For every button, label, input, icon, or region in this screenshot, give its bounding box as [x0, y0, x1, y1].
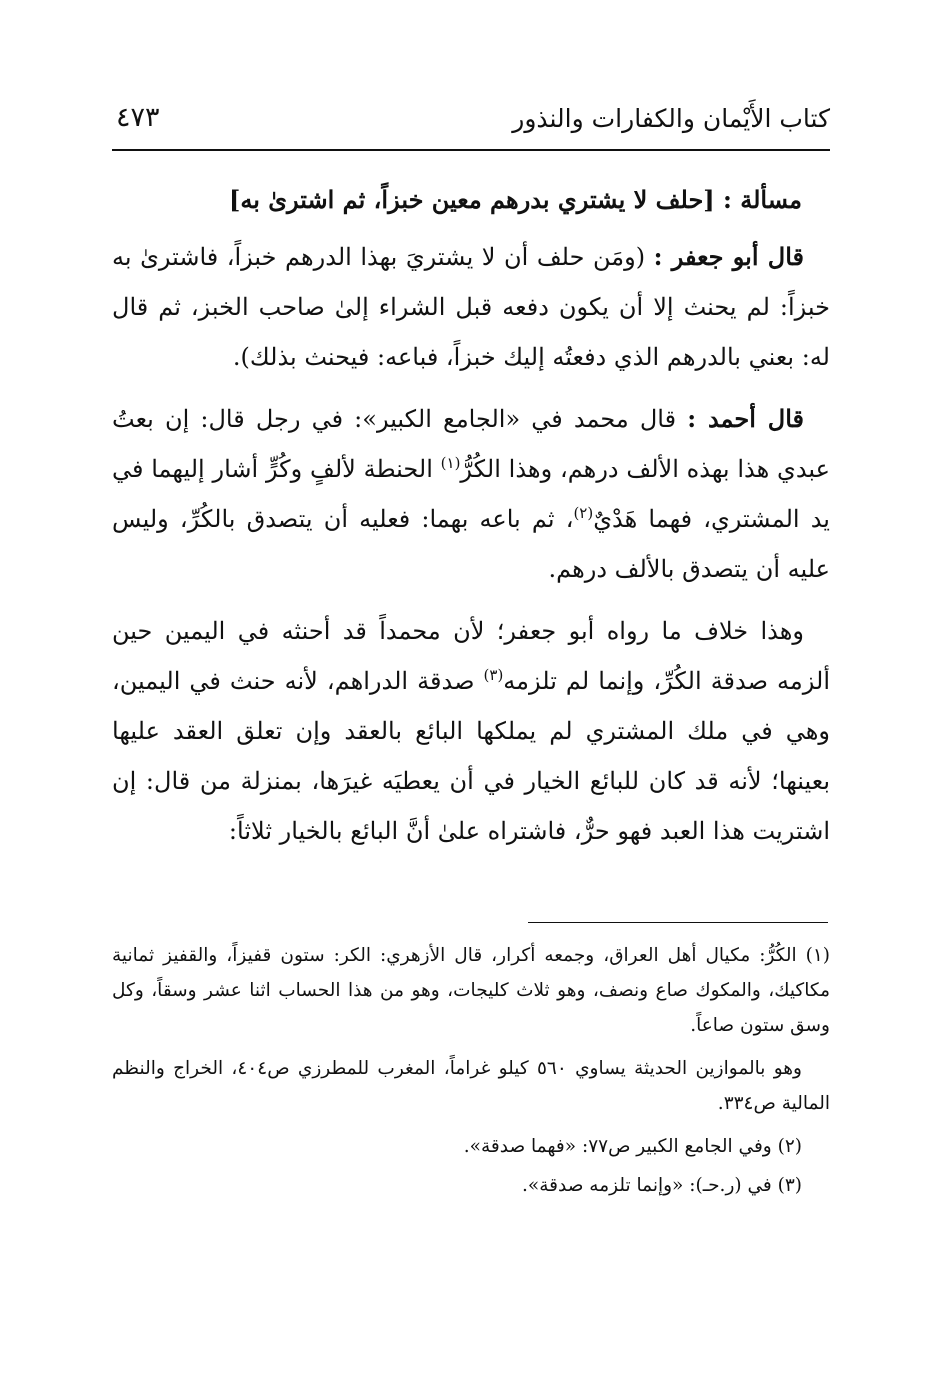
footnote-1-continued: وهو بالموازين الحديثة يساوي ٥٦٠ كيلو غراماً، المغرب للمطرزي ص٤٠٤، الخراج والنظم المالية ص٣٣٤.	[112, 1058, 830, 1114]
footnote-1: (١) الكُرُّ: مكيال أهل العراق، وجمعه أكرار، قال الأزهري: الكر: ستون قفيزاً، والقفيز ثمانية مكاكيك، والمكوك صاع ونصف، وهو ثلاث كليجات، وهو من هذا الحساب اثنا عشر وسقاً، وكل وسق ستون صاعاً.	[112, 945, 830, 1036]
issue-label: مسألة :	[723, 185, 802, 214]
main-text	[112, 176, 830, 868]
paragraph-abu-jafar	[112, 232, 830, 382]
footnote-ref-3[interactable]: (٣)	[483, 666, 504, 684]
paragraph-text: ، ثم باعه بهما: فعليه أن يتصدق بالكُرِّ، وليس عليه أن يتصدق بالألف درهم.	[112, 505, 830, 583]
running-header	[112, 100, 830, 144]
paragraph-ahmad	[112, 394, 830, 594]
footnote-divider	[528, 922, 828, 923]
paragraph-text: صدقة الدراهم، لأنه حنث في اليمين، وهي في ملك المشتري لم يملكها البائع بالعقد وإن تعلق العقد عليها بعينها؛ لأنه قد كان للبائع الخيار في أن يعطيَه غيرَها، بمنزلة من قال: إن اشتريت هذا العبد فهو حرٌّ، فاشتراه علىٰ أنَّ البائع بالخيار ثلاثاً:	[112, 667, 830, 845]
footnotes	[112, 938, 830, 1207]
footnote-ref-2[interactable]: (٢)	[573, 504, 594, 522]
page-number: ٤٧٣	[116, 102, 160, 133]
footnote-2: (٢) وفي الجامع الكبير ص٧٧: «فهما صدقة».	[463, 1136, 802, 1157]
speaker-ahmad: قال أحمد :	[687, 404, 805, 433]
footnote-3: (٣) في (ر.حـ): «وإنما تلزمه صدقة».	[522, 1175, 802, 1196]
paragraph-text: قال محمد في «الجامع الكبير»: في رجل قال: إن بعتُ عبدي هذا بهذه الألف درهم، وهذا الكُرُّ	[112, 405, 830, 483]
footnote-ref-1[interactable]: (١)	[440, 454, 461, 472]
paragraph-text: وهذا خلاف ما رواه أبو جعفر؛ لأن محمداً قد أحنثه في اليمين حين ألزمه صدقة الكُرِّ، وإنما لم تلزمه	[112, 617, 830, 695]
paragraph-text: (ومَن حلف أن لا يشتريَ بهذا الدرهم خبزاً، فاشترىٰ به خبزاً: لم يحنث إلا أن يكون دفعه قبل الشراء إلىٰ صاحب الخبز، ثم قال له: بعني بالدرهم الذي دفعتُه إليك خبزاً، فباعه: فيحنث بذلك).	[112, 243, 831, 371]
issue-heading	[112, 176, 830, 224]
header-divider	[112, 149, 830, 151]
speaker-abu-jafar: قال أبو جعفر :	[653, 242, 804, 271]
issue-title: [حلف لا يشتري بدرهم معين خبزاً، ثم اشترىٰ به]	[229, 185, 715, 214]
header-title: كتاب الأَيْمان والكفارات والنذور	[512, 104, 830, 133]
paragraph-text: الحنطة لألفٍ وكُرٍّ أشار إليهما في يد المشتري، فهما هَدْيٌ	[112, 455, 830, 533]
paragraph-commentary	[112, 606, 830, 856]
